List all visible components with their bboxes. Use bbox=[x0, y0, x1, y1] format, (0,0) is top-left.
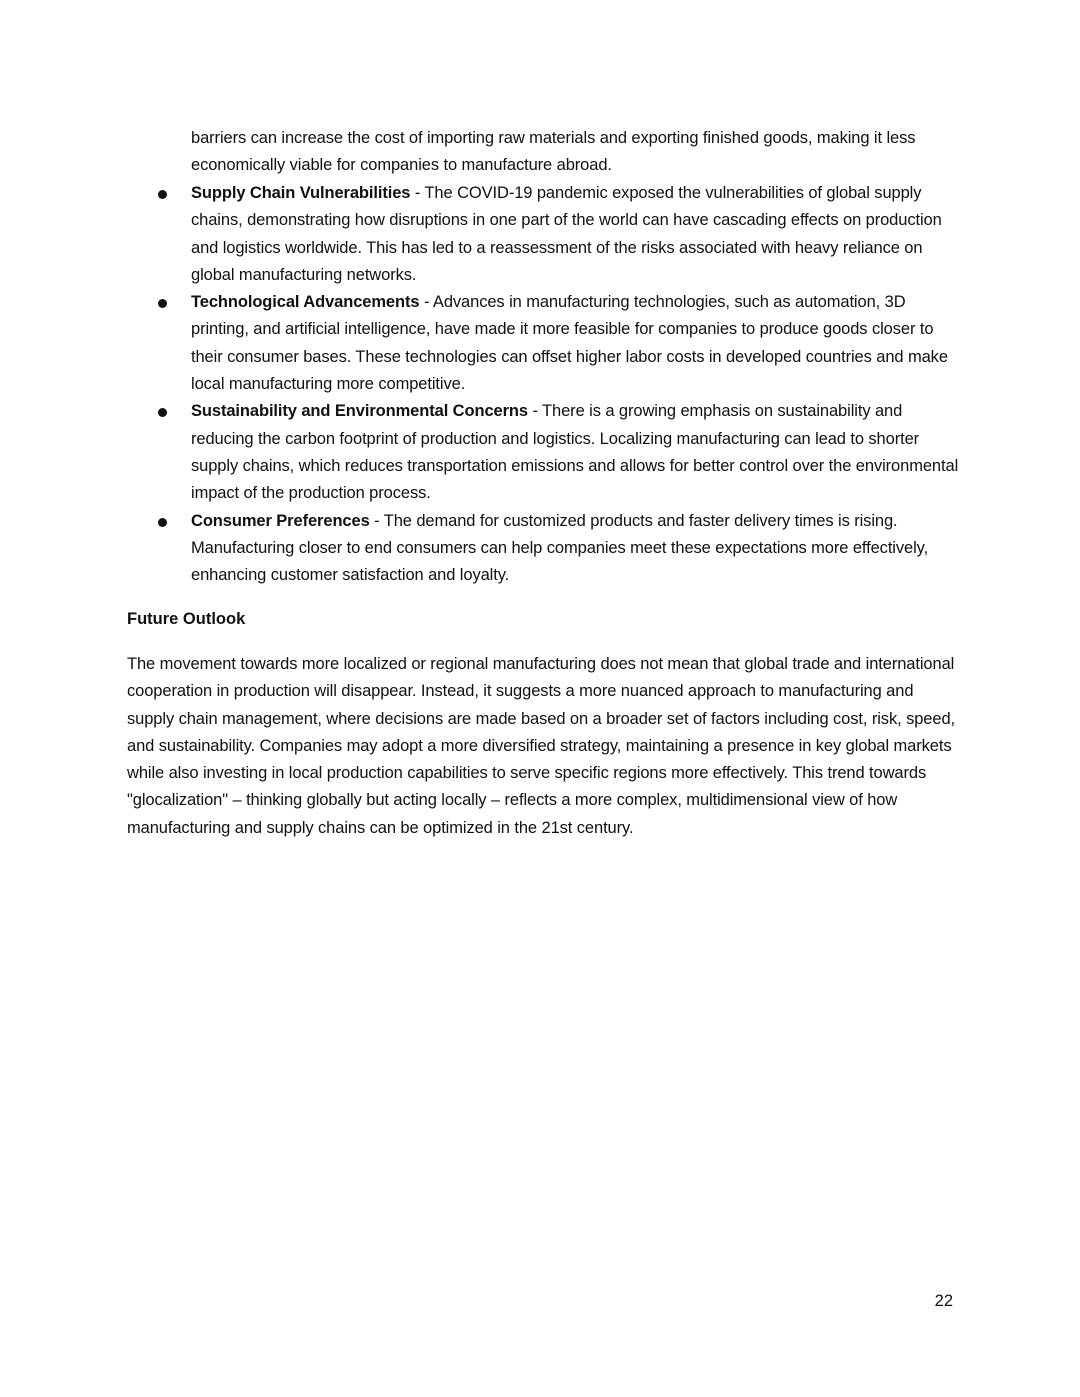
outlook-paragraph: The movement towards more localized or regional manufacturing does not mean that global trade and international cooperation in production will disappear. Instead, it suggests a more nuanced approach to manufacturing and supply chain management, where decisions are made based on a broader set of factors including cost, risk, speed, and sustainability. Companies may adopt a more diversified strategy, maintaining a presence in key global markets while also investing in local production capabilities to serve specific regions more effectively. This trend towards "glocalization" – thinking globally but acting locally – reflects a more complex, multidimensional view of how manufacturing and supply chains can be optimized in the 21st century. bbox=[127, 655, 956, 837]
bullet-term: Supply Chain Vulnerabilities bbox=[191, 184, 411, 202]
list-item bbox=[127, 398, 967, 507]
bullet-text: - There is a growing emphasis on sustainability and reducing the carbon footprint of production and logistics. Localizing manufacturing can lead to shorter supply chains, which reduces transportation emissions and allows for better control over the environmental impact of the production process. bbox=[191, 402, 959, 503]
list-item bbox=[127, 508, 967, 590]
bullet-text: - Advances in manufacturing technologies, such as automation, 3D printing, and artificial intelligence, have made it more feasible for companies to produce goods closer to their consumer bases. These technologies can offset higher labor costs in developed countries and make local manufacturing more competitive. bbox=[191, 293, 948, 394]
bullet-icon bbox=[158, 408, 167, 417]
bullet-icon bbox=[158, 190, 167, 199]
bullet-icon bbox=[158, 518, 167, 527]
bullet-term: Sustainability and Environmental Concerns bbox=[191, 402, 528, 421]
factor-list bbox=[127, 180, 967, 589]
section-heading: Future Outlook bbox=[127, 610, 246, 628]
bullet-term: Technological Advancements bbox=[191, 293, 420, 312]
list-item bbox=[127, 180, 967, 289]
bullet-text: - The demand for customized products and faster delivery times is rising. Manufacturing closer to end consumers can help companies meet these expectations more effectively, enhancing customer satisfaction and loyalty. bbox=[191, 511, 929, 585]
list-item bbox=[127, 289, 967, 398]
bullet-term: Consumer Preferences bbox=[191, 511, 370, 530]
bullet-text: - The COVID-19 pandemic exposed the vulnerabilities of global supply chains, demonstrating how disruptions in one part of the world can have cascading effects on production and logistics worldwide. This has led to a reassessment of the risks associated with heavy reliance on global manufacturing networks. bbox=[191, 184, 942, 284]
continuation-paragraph: barriers can increase the cost of importing raw materials and exporting finished goods, making it less economically viable for companies to manufacture abroad. bbox=[191, 129, 916, 175]
bullet-icon bbox=[158, 299, 167, 308]
page-number: 22 bbox=[934, 1292, 953, 1310]
